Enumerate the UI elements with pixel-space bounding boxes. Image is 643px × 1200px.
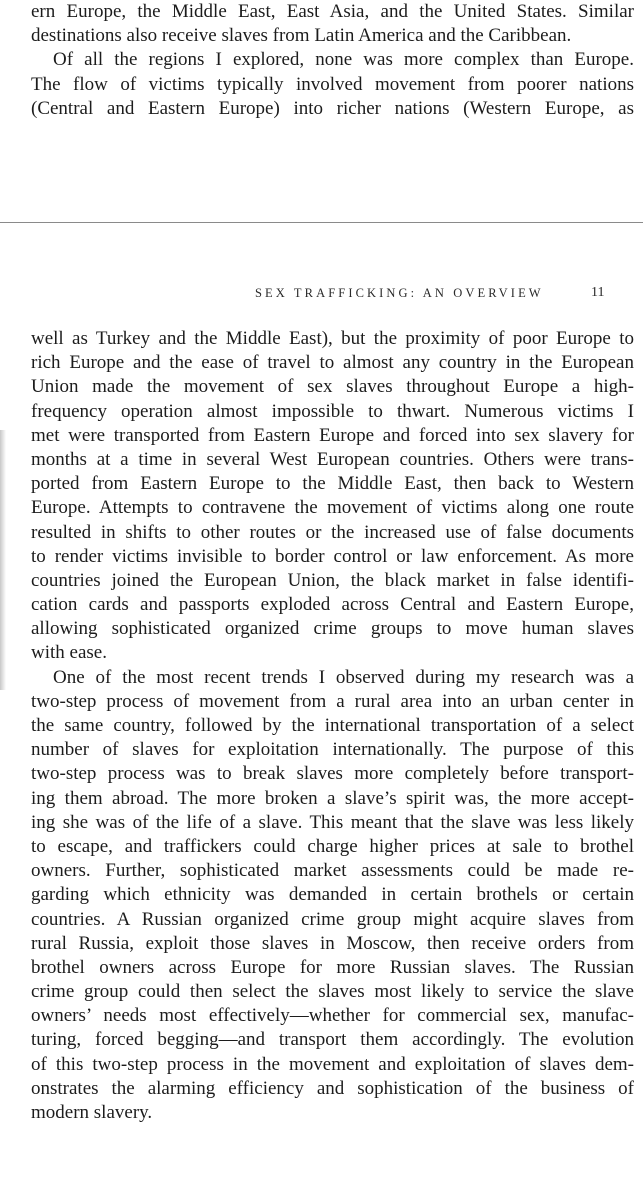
- previous-page: [0, 0, 643, 222]
- page-number: 11: [591, 285, 605, 300]
- text-line: of this two-step process in the movement and exploitation of slaves dem-: [31, 1053, 634, 1075]
- text-line: to render victims invisible to border control or law enforcement. As more: [31, 545, 634, 567]
- text-line: countries joined the European Union, the black market in false identifi-: [31, 569, 634, 591]
- text-line: countries. A Russian organized crime group might acquire slaves from: [31, 908, 634, 930]
- text-line: ported from Eastern Europe to the Middle East, then back to Western: [31, 473, 634, 495]
- text-line: ing them abroad. The more broken a slave’s spirit was, the more accept-: [31, 787, 634, 809]
- text-line: rural Russia, exploit those slaves in Moscow, then receive orders from: [31, 932, 634, 954]
- text-line: allowing sophisticated organized crime groups to move human slaves: [31, 618, 634, 640]
- body-text: [31, 327, 634, 1125]
- text-line: onstrates the alarming efficiency and sophistication of the business of: [31, 1077, 634, 1099]
- text-line: turing, forced begging—and transport them accordingly. The evolution: [31, 1029, 634, 1051]
- text-line: to escape, and traffickers could charge higher prices at sale to brothel: [31, 835, 634, 857]
- running-head: [0, 281, 643, 305]
- running-head-title: SEX TRAFFICKING: AN OVERVIEW: [255, 286, 544, 300]
- text-line: garding which ethnicity was demanded in certain brothels or certain: [31, 884, 634, 906]
- text-line: The flow of victims typically involved movement from poorer nations: [31, 73, 634, 95]
- spine-shadow: [0, 430, 6, 690]
- text-line: (Central and Eastern Europe) into richer nations (Western Europe, as: [31, 97, 634, 119]
- text-line: two-step process was to break slaves more completely before transport-: [31, 763, 634, 785]
- text-line: the same country, followed by the international transportation of a select: [31, 715, 634, 736]
- text-line: owners. Further, sophisticated market assessments could be made re-: [31, 860, 634, 882]
- text-line: brothel owners across Europe for more Russian slaves. The Russian: [31, 956, 634, 978]
- text-line: modern slavery.: [31, 1102, 153, 1123]
- text-line: crime group could then select the slaves most likely to service the slave: [31, 981, 634, 1003]
- text-line: Europe. Attempts to contravene the movement of victims along one route: [31, 497, 634, 519]
- text-line: owners’ needs most effectively—whether for commercial sex, manufac-: [31, 1005, 634, 1027]
- text-line: Of all the regions I explored, none was more complex than Europe.: [53, 49, 634, 71]
- text-line: Union made the movement of sex slaves throughout Europe a high-: [31, 376, 634, 398]
- previous-page-text: [31, 0, 634, 121]
- text-line: well as Turkey and the Middle East), but the proximity of poor Europe to: [31, 328, 634, 349]
- text-line: cation cards and passports exploded across Central and Eastern Europe,: [31, 594, 634, 616]
- text-line: number of slaves for exploitation internationally. The purpose of this: [31, 739, 634, 761]
- text-line: One of the most recent trends I observed during my research was a: [53, 666, 634, 688]
- text-line: met were transported from Eastern Europe and forced into sex slavery for: [31, 424, 634, 446]
- text-line: frequency operation almost impossible to thwart. Numerous victims I: [31, 400, 634, 422]
- text-line: rich Europe and the ease of travel to almost any country in the European: [31, 352, 634, 374]
- text-line: two-step process of movement from a rural area into an urban center in: [31, 690, 634, 712]
- text-line: months at a time in several West European countries. Others were trans-: [31, 448, 634, 470]
- text-line: destinations also receive slaves from Latin America and the Caribbean.: [31, 25, 572, 47]
- text-line: ern Europe, the Middle East, East Asia, and the United States. Similar: [31, 1, 634, 22]
- text-line: ing she was of the life of a slave. This meant that the slave was less likely: [31, 811, 634, 833]
- text-line: with ease.: [31, 642, 107, 664]
- text-line: resulted in shifts to other routes or the increased use of false documents: [31, 521, 634, 543]
